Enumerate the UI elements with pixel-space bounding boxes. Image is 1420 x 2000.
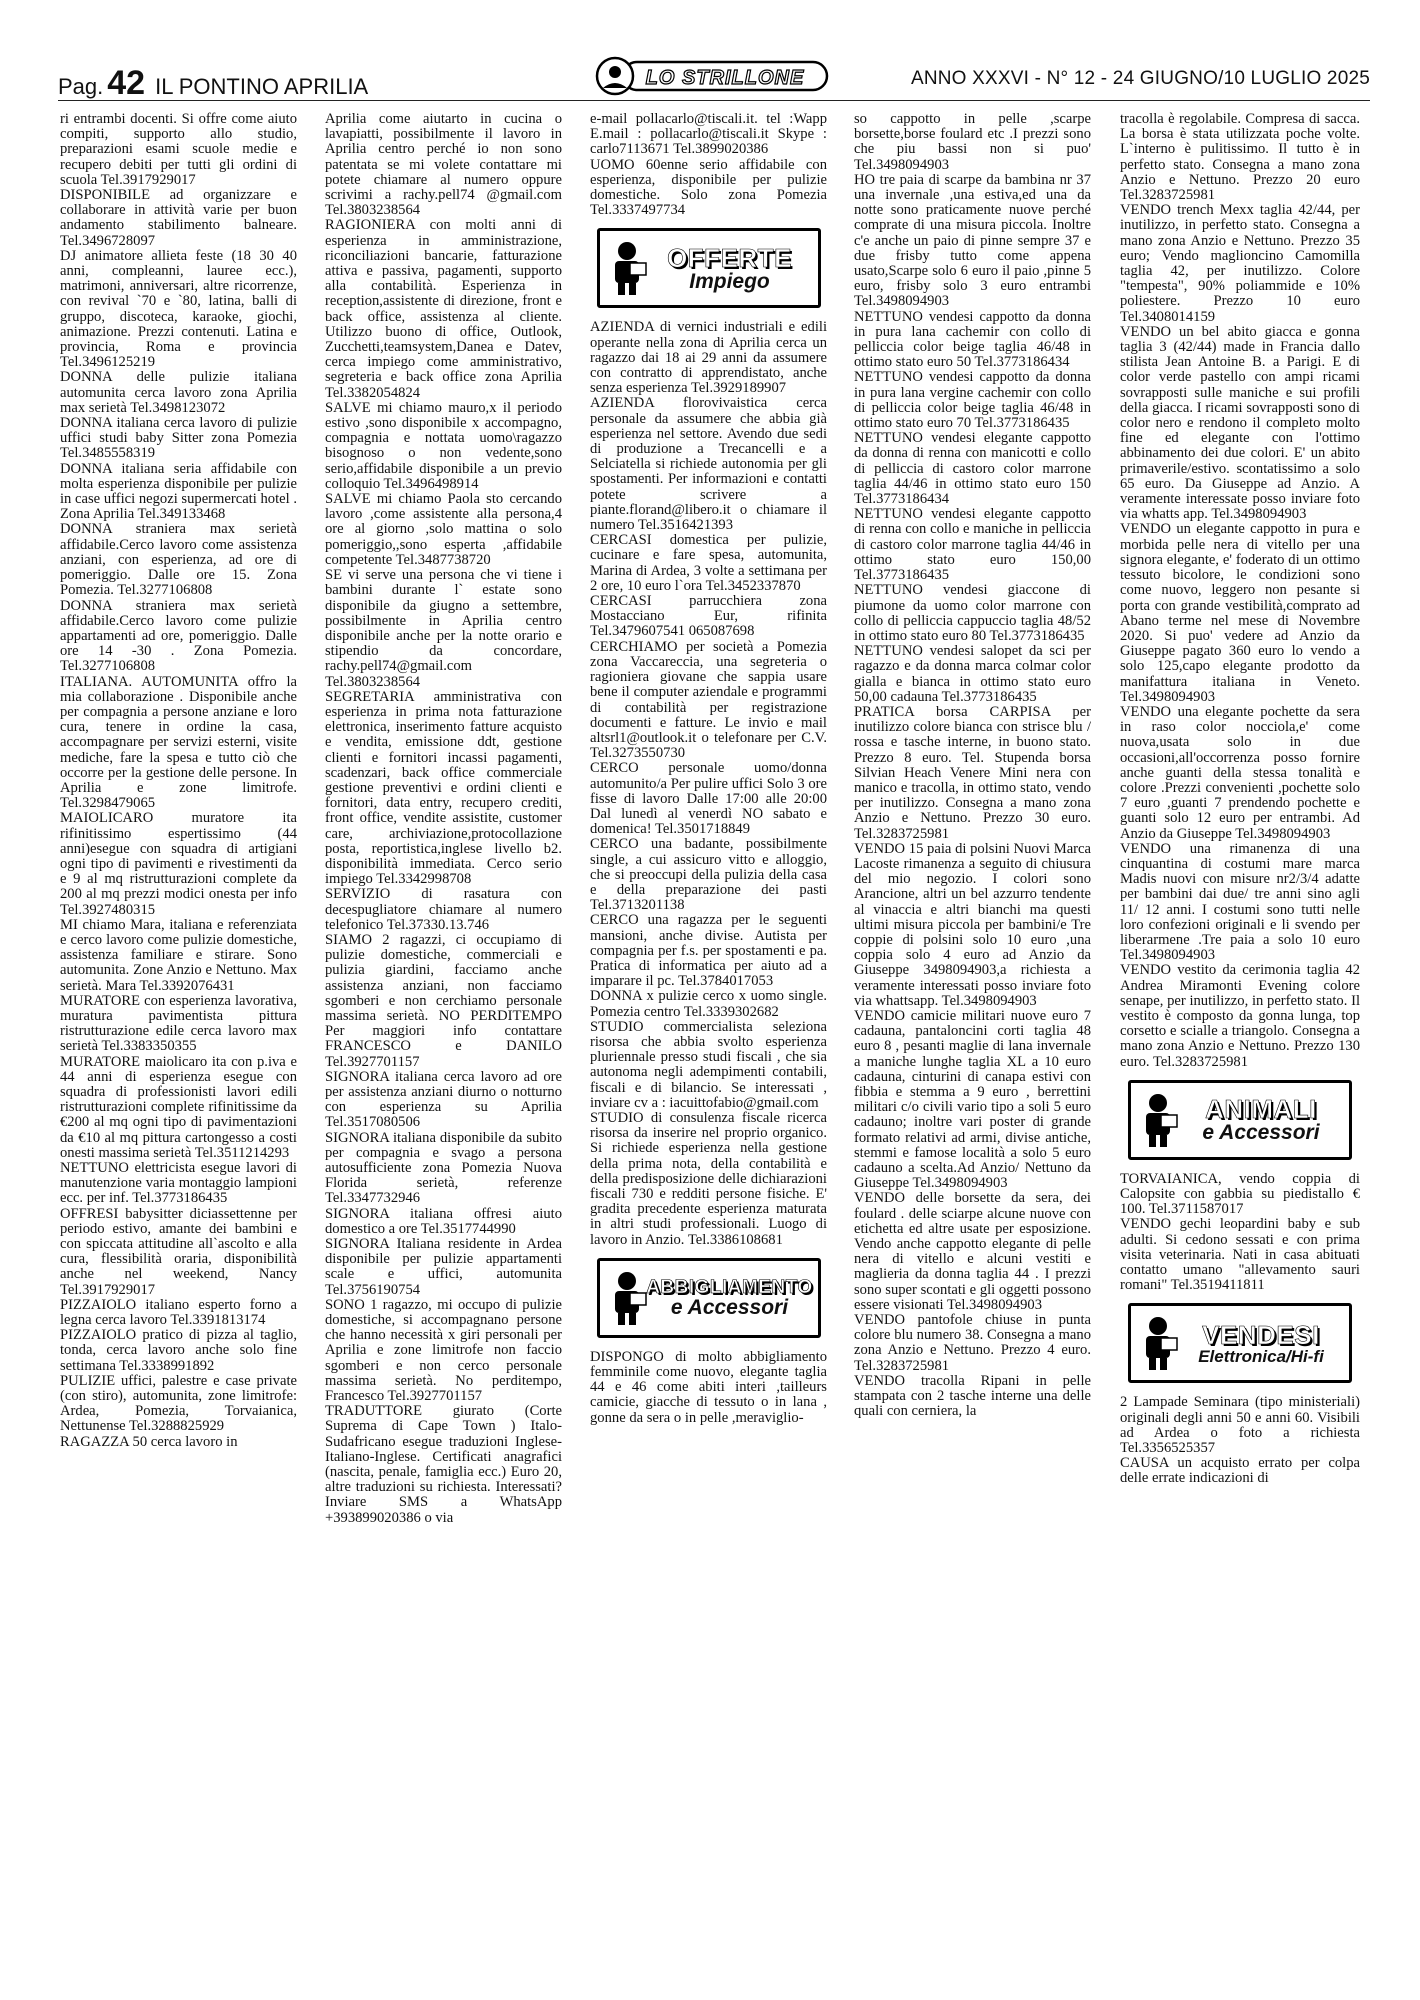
column-3-middle: [590, 320, 827, 1247]
classified-ad: AZIENDA di vernici industriali e edili operante nella zona di Aprilia cerca un ragazzo dai 18 ai 29 anni da assumere con contratto di apprendistato, anche senza esperienza Tel.3929189907: [590, 319, 827, 397]
column-5-top: [1120, 112, 1360, 1070]
classified-ad: VENDO una rimanenza di una cinquantina di costumi mare marca Madis nuovi con misure nr2/3/4 adatte per bambini dai due/ tre anni sino agli 11/ 12 anni. I costumi sono tutti nelle loro confezioni originali e li svendo per liberarmene .Tre paia a solo 10 euro Tel.3498094903: [1120, 840, 1360, 964]
classified-ad: DISPONGO di molto abbigliamento femminile come nuovo, elegante taglia 44 e 46 come abiti interi ,tailleurs camicie, giacche di tessuto o in lana , gonne da sera o in pelle ,meraviglio-: [590, 1348, 827, 1426]
classified-ad: TORVAIANICA, vendo coppia di Calopsite con gabbia su piedistallo € 100. Tel.3711587017: [1120, 1170, 1360, 1218]
page-prefix: Pag.: [58, 74, 104, 99]
classified-ad: Aprilia come aiutarto in cucina o lavapiatti, possibilmente il lavoro in Aprilia centro perché io non sono patentata se mi volete contattare mi potete chiamare al numero oppure scrivimi a rachy.pell74 @gmail.com Tel.3803238564: [325, 112, 562, 219]
banner-subtitle: e Accessori: [670, 1295, 789, 1319]
classified-ad: DISPONIBILE ad organizzare e collaborare in attività varie per buon andamento stabilimento balneare. Tel.3496728097: [60, 187, 297, 249]
classified-ad: SIGNORA italiana cerca lavoro ad ore per assistenza anziani diurno o notturno con esperienza su Aprilia Tel.3517080506: [325, 1068, 562, 1131]
classified-ad: RAGAZZA 50 cerca lavoro in: [60, 1433, 238, 1450]
column-4: [854, 112, 1091, 1982]
classified-ad: VENDO un bel abito giacca e gonna taglia 3 (42/44) made in Francia dallo stilista Jean Antoine B. a Parigi. E di color verde pastello con ampi ricami sovrapposti sulle maniche e sui profili della giacca. I ricami sovrapposti sono di color nero e rendono il completo molto fine ed elegante con l'ottimo abbinamento dei due colori. E' un abito primaverile/estivo. scontatissimo a solo 65 euro. Da Giuseppe ad Anzio. A veramente interessate posso inviare foto via whatts app. Tel.3498094903: [1120, 323, 1360, 523]
issue-info: ANNO XXXVI - N° 12 - 24 GIUGNO/10 LUGLIO 2025: [910, 68, 1370, 89]
classified-ad: SE vi serve una persona che vi tiene i bambini durante l` estate sono disponibile da giugno a settembre, possibilmente in Aprilia centro disponibile anche per la notte orario e stipendio da concordare, rachy.pell74@gmail.com Tel.3803238564: [325, 567, 562, 690]
classified-ad: SALVE mi chiamo mauro,x il periodo estivo ,sono disponibile x accompagno, compagnia e nottata uomo\ragazzo bisognoso o non vedente,sono serio,affidabile disponibile a un previo colloquio Tel.3496498914: [325, 399, 562, 492]
classified-ad: CAUSA un acquisto errato per colpa delle errate indicazioni di: [1120, 1455, 1360, 1487]
classified-ad: VENDO trench Mexx taglia 42/44, per inutilizzo, in perfetto stato. Consegna a mano zona Anzio e Nettuno. Prezzo 35 euro; Vendo maglioncino Camomilla taglia 42, per inutilizzo. Colore "tempesta", 90% poliammide e 10% poliestere. Prezzo 10 euro Tel.3408014159: [1120, 202, 1360, 325]
newsboy-icon: [1137, 1091, 1179, 1149]
classified-ad: SIGNORA italiana disponibile da subito per compagnia e svago a persona autosufficiente zona Pomezia Nuova Florida serietà, referenze Tel.3347732946: [325, 1129, 562, 1207]
classified-ad: MURATORE maiolicaro ita con p.iva e 44 anni di esperienza esegue con squadra di professionisti lavori edili ristrutturazioni complete rifinitissime da €200 al mq ogni tipo di pavimentazioni da €10 al mq pittura cartongesso a costi onesti massima serietà Tel.3511214293: [60, 1053, 297, 1161]
classified-ad: tracolla è regolabile. Compresa di sacca. La borsa è stata utilizzata poche volte. L`interno è pulitissimo. Il tutto è in perfetto stato. Consegna a mano zona Anzio e Nettuno. Prezzo 20 euro Tel.3283725981: [1120, 112, 1360, 204]
banner-subtitle: e Accessori: [1202, 1121, 1320, 1145]
lo-strillone-logo: [593, 54, 829, 98]
classified-ad: UOMO 60enne serio affidabile con esperienza, disponibile per pulizie domestiche. Solo zona Pomezia Tel.3337497734: [590, 156, 827, 219]
classified-ad: so cappotto in pelle ,scarpe borsette,borse foulard etc .I prezzi sono che piu bassi non si puo' Tel.3498094903: [854, 112, 1091, 173]
abbigliamento-banner: [597, 1258, 821, 1338]
classified-ad: DONNA x pulizie cerco x uomo single. Pomezia centro Tel.3339302682: [590, 988, 827, 1020]
classified-ad: TRADUTTORE giurato (Corte Suprema di Cape Town ) Italo-Sudafricano esegue traduzioni Inglese-Italiano-Inglese. Certificati anagrafici (nascita, penale, famiglia ecc.) Euro 20, altre traduzioni su richiesta. Interessati? Inviare SMS a WhatsApp +393899020386 o via: [325, 1403, 562, 1526]
column-1: [60, 112, 297, 1982]
classified-ad: DONNA italiana seria affidabile con molta esperienza disponibile per pulizie in case uffici negozi supermercati hotel . Zona Aprilia Tel.349133468: [60, 460, 297, 523]
classified-ad: SONO 1 ragazzo, mi occupo di pulizie domestiche, si accompagnano persone che hanno necessità x giri personali per Aprilia e zone limitrofe non faccio sgomberi e non cerco personale massima serietà. No perditempo, Francesco Tel.3927701157: [325, 1296, 562, 1405]
svg-text:LO STRILLONE: LO STRILLONE: [645, 67, 805, 89]
classified-ad: DJ animatore allieta feste (18 30 40 anni, compleanni, lauree ecc.), matrimoni, anniversari, altre ricorrenze, con revival `70 e `80, latina, balli di gruppo, discoteca, karaoke, giochi, animazione. Prezzi contenuti. Latina e provincia, Roma e provincia Tel.3496125219: [60, 247, 297, 371]
logo-graphic: [593, 54, 829, 98]
column-5-bottom: [1120, 1395, 1360, 1486]
page-header: [58, 60, 1370, 101]
classified-ad: OFFRESI babysitter diciassettenne per periodo estivo, amante dei bambini e con spiccata attitudine all`ascolto e alla cura, flessibilità oraria, disponibilità anche nel weekend, Nancy Tel.3917929017: [60, 1205, 297, 1298]
classified-ad: PRATICA borsa CARPISA per inutilizzo colore bianca con strisce blu / rossa e tasche interne, in buono stato. Prezzo 8 euro. Tel. Stupenda borsa Silvian Heach Venere Mini nera con manico e tracolla, in ottimo stato, vendo per inutilizzo. Consegna a mano zona Anzio e Nettuno. Prezzo 30 euro. Tel.3283725981: [854, 703, 1091, 842]
classified-ad: NETTUNO vendesi cappotto da donna in pura lana cachemir con collo di pelliccia color beige taglia 46/48 in ottimo stato euro 50 Tel.3773186434: [854, 308, 1091, 371]
column-5-middle: [1120, 1172, 1360, 1294]
column-3-top: [590, 112, 827, 218]
classified-ad: SEGRETARIA amministrativa con esperienza in prima nota fatturazione elettronica, inserimento fatture acquisto e vendita, emissione ddt, gestione clienti e fornitori incassi pagamenti, scadenzari, back office commerciale gestione preventivi e ordini clienti e fornitori, data entry, recupero crediti, front office, vendite assistite, customer care, archiviazione,protocollazione posta, reportistica,inglese livello b2. disponibilità immediata. Cerco serio impiego Tel.3342998708: [325, 688, 562, 888]
banner-title: ABBIGLIAMENTO: [646, 1276, 813, 1298]
newsboy-icon: [1137, 1314, 1179, 1372]
publication-name: IL PONTINO APRILIA: [155, 74, 369, 99]
classified-ad: DONNA delle pulizie italiana automunita cerca lavoro zona Aprilia max serietà Tel.3498123072: [60, 369, 297, 416]
classified-ad: NETTUNO vendesi salopet da sci per ragazzo e da donna marca colmar color gialla e bianca in ottimo stato euro 50,00 cadauna Tel.3773186435: [854, 643, 1091, 705]
classified-ad: VENDO pantofole chiuse in punta colore blu numero 38. Consegna a mano zona Anzio e Nettuno. Prezzo 4 euro. Tel.3283725981: [854, 1312, 1091, 1374]
page-number: 42: [107, 64, 146, 102]
classified-ad: SIAMO 2 ragazzi, ci occupiamo di pulizie domestiche, commerciali e pulizia giardini, facciamo anche assistenza anziani, non facciamo sgomberi e non cerchiamo personale massima serietà. NO PERDITEMPO Per maggiori info contattare FRANCESCO e DANILO Tel.3927701157: [325, 931, 562, 1070]
classified-ad: NETTUNO elettricista esegue lavori di manutenzione varia montaggio lampioni ecc. per inf. Tel.3773186435: [60, 1160, 297, 1207]
classified-ad: PULIZIE uffici, palestre e case private (con stiro), automunita, zone limitrofe: Ardea, Pomezia, Torvaianica, Nettunense Tel.3288825929: [60, 1372, 297, 1435]
classified-ad: VENDO camicie militari nuove euro 7 cadauna, pantaloncini corti taglia 48 euro 8 , pesanti maglie di lana invernale a maniche lunghe taglia XL a 10 euro cadauna, cinturini di canapa estivi con fibbia e stemma a 9 euro , berrettini militari c/o civili vario tipo a soli 5 euro cadauno; inoltre vari poster di grande formato relativi ad armi, divise antiche, stemmi e famose località a solo 5 euro cadauno a scelta.Ad Anzio/ Nettuno da Giuseppe Tel.3498094903: [854, 1007, 1091, 1192]
column-2: [325, 112, 562, 1982]
vendesi-banner: [1128, 1303, 1352, 1383]
classified-ad: VENDO tracolla Ripani in pelle stampata con 2 tasche interne una delle quali con cerniera, la: [854, 1372, 1091, 1420]
classified-ad: DONNA straniera max serietà affidabile.Cerco lavoro come pulizie appartamenti ad ore, pomeriggio. Dalle ore 14 -30 . Zona Pomezia. Tel.3277106808: [60, 597, 297, 675]
classified-ad: STUDIO commercialista seleziona risorsa che abbia svolto esperienza pluriennale presso studi fiscali , che sia autonoma negli adempimenti contabili, fiscali e di bilancio. Se interessati , inviare cv a : iacuittofabio@gmail.com: [590, 1018, 827, 1111]
banner-title: OFFERTE: [667, 242, 792, 273]
classified-ad: VENDO gechi leopardini baby e sub adulti. Si cedono sessati e con prima visita veterinaria. Nati in casa abituati contatto umano "allevamento sauri romani" Tel.3519411811: [1120, 1216, 1360, 1294]
classified-ad: MURATORE con esperienza lavorativa, muratura pavimentista pittura ristrutturazione edile cerca lavoro max serietà Tel.3383350355: [60, 992, 297, 1055]
column-3-bottom: [590, 1350, 827, 1426]
classified-ad: SALVE mi chiamo Paola sto cercando lavoro ,come assistente alla persona,4 ore al giorno ,solo mattina o solo pomeriggio,,sono esperta ,affidabile competente Tel.3487738720: [325, 491, 562, 568]
classified-ad: CERCASI parrucchiera zona Mostacciano Eur, rifinita Tel.3479607541 065087698: [590, 593, 827, 640]
classified-ad: VENDO delle borsette da sera, dei foulard . delle sciarpe alcune nuove con etichetta ed altre usate per esposizione. Vendo anche cappotto elegante di pelle nera di vitello e alcuni vestiti e maglieria da donna taglia 44 . I prezzi sono super scontati e gli oggetti possono essere visionati Tel.3498094903: [854, 1190, 1091, 1313]
classified-ad: NETTUNO vendesi giaccone di piumone da uomo color marrone con collo di pelliccia cappuccio taglia 48/52 in ottimo stato euro 80 Tel.3773186435: [854, 582, 1091, 644]
classified-ad: SIGNORA italiana offresi aiuto domestico a ore Tel.3517744990: [325, 1205, 562, 1237]
classified-ad: DONNA straniera max serietà affidabile.Cerco lavoro come assistenza anziani, con esperienza, ad ore di pomeriggio. Dalle ore 15. Zona Pomezia. Tel.3277106808: [60, 521, 297, 599]
newsboy-icon: [606, 239, 648, 297]
classified-ad: VENDO vestito da cerimonia taglia 42 Andrea Miramonti Evening colore senape, per inutilizzo, in perfetto stato. Il vestito è composto da gonna lunga, top corsetto e scialle a triangolo. Consegna a mano zona Anzio e Nettuno. Prezzo 130 euro. Tel.3283725981: [1120, 962, 1360, 1070]
classified-ad: DONNA italiana cerca lavoro di pulizie uffici studi baby Sitter zona Pomezia Tel.3485558319: [60, 415, 297, 462]
classified-ad: VENDO una elegante pochette da sera in raso color nocciola,e' come nuova,usata solo in due occasioni,all'occorrenza posso fornire anche guanti della stessa tonalità e colore .Prezzi convenienti ,pochette solo 7 euro ,guanti 7 prendendo pochette e guanti solo 12 euro per entrambi. Ad Anzio da Giuseppe Tel.3498094903: [1120, 703, 1360, 842]
classified-ad: PIZZAIOLO italiano esperto forno a legna cerca lavoro Tel.3391813174: [60, 1296, 297, 1329]
classified-ad: CERCO una badante, possibilmente single, a cui assicuro vitto e alloggio, che si preoccupi della pulizia della casa e della preparazione dei pasti Tel.3713201138: [590, 836, 827, 914]
banner-title: VENDESI: [1202, 1319, 1320, 1350]
classified-ad: e-mail pollacarlo@tiscali.it. tel :Wapp E.mail : pollacarlo@tiscali.it Skype : carlo7113671 Tel.3899020386: [590, 112, 827, 158]
classified-ad: CERCASI domestica per pulizie, cucinare e fare spesa, automunita, Marina di Ardea, 3 volte a settimana per 2 ore, 10 euro l`ora Tel.3452337870: [590, 532, 827, 594]
animali-banner: [1128, 1080, 1352, 1160]
offerte-impiego-banner: [597, 228, 821, 308]
classified-ad: ITALIANA. AUTOMUNITA offro la mia collaborazione . Disponibile anche per compagnia a persone anziane e loro cura, tenere in ordine la casa, accompagnare per servizi esterni, visite mediche, fare la spesa e tutto ciò che occorre per la gestione delle persone. In Aprilia e zone limitrofe. Tel.3298479065: [60, 673, 297, 812]
classified-ad: VENDO 15 paia di polsini Nuovi Marca Lacoste rimanenza a seguito di chiusura del mio negozio. I colori sono Arancione, altri un bel azzurro tendente al vinaccia e altri bianchi ma questi ultimi misura piccola per bambini/e Tre coppie di polsini solo 10 euro ,una coppia solo 4 euro ad Anzio da Giuseppe 3498094903,a richiesta a veramente interessati posso inviare foto via whattsapp. Tel.3498094903: [854, 840, 1091, 1009]
classified-ad: MI chiamo Mara, italiana e referenziata e cerco lavoro come pulizie domestiche, assistenza familiare e stirare. Sono automunita. Zone Anzio e Nettuno. Max serietà. Mara Tel.3392076431: [60, 916, 297, 994]
classified-ad: STUDIO di consulenza fiscale ricerca risorsa da inserire nel proprio organico. Si richiede esperienza nella gestione della prima nota, della contabilità e della predisposizione delle dichiarazioni fiscali 730 e redditi persone fisiche. E' gradita precedente esperienza maturata in altri studi professionali. Luogo di lavoro in Anzio. Tel.3386108681: [590, 1109, 827, 1248]
classified-ad: HO tre paia di scarpe da bambina nr 37 una invernale ,una estiva,ed una da notte sono praticamente nuove perché comprate di una misura piccola. Inoltre c'e anche un paio di pinne sempre 37 e due frisby tutto come appena usato,Scarpe solo 6 euro il paio ,pinne 5 euro, frisby solo 3 euro entrambi Tel.3498094903: [854, 171, 1091, 310]
classified-ad: NETTUNO vendesi cappotto da donna in pura lana vergine cachemir con collo di pelliccia color beige taglia 46/48 in ottimo stato euro 70 Tel.3773186435: [854, 369, 1091, 432]
banner-title: ANIMALI: [1205, 1094, 1317, 1125]
banner-subtitle: Impiego: [689, 269, 770, 293]
classified-ad: SERVIZIO di rasatura con decespugliatore chiamare al numero telefonico Tel.37330.13.746: [325, 886, 562, 933]
column-5: [1120, 112, 1360, 1982]
classified-ad: VENDO un elegante cappotto in pura e morbida pelle nera di vitello per una signora elegante, e' foderato di un ottimo tessuto bicolore, le condizioni sono come nuovo, leggero non pesante si porta con grande vestibilità,comprato ad Abano terme nel mese di Novembre 2020. Si puo' vedere ad Anzio da Giuseppe pagato 360 euro lo vendo a solo 125,capo elegante prodotto da manifattura italiana in Veneto. Tel.3498094903: [1120, 521, 1360, 705]
classified-ad: CERCHIAMO per società a Pomezia zona Vaccareccia, una segreteria o ragioniera giovane che sappia usare bene il computer aziendale e programmi di contabilità per registrazione documenti e fatture. Le invio e mail altsrl1@outlook.it o telefonare per C.V. Tel.3273550730: [590, 638, 827, 762]
classified-ad: ri entrambi docenti. Si offre come aiuto compiti, supporto allo studio, preparazioni esami scuole medie e recupero debiti per tutti gli ordini di scuola Tel.3917929017: [60, 112, 297, 188]
classified-ad: NETTUNO vendesi elegante cappotto da donna di renna con manicotti e collo di pelliccia di castoro color marrone taglia 44/46 in ottimo stato euro 150 Tel.3773186434: [854, 430, 1091, 508]
classified-ad: PIZZAIOLO pratico di pizza al taglio, tonda, cerca lavoro anche solo fine settimana Tel.3338991892: [60, 1327, 297, 1374]
classified-ad: 2 Lampade Seminara (tipo ministeriali) originali degli anni 50 e anni 60. Visibili ad Ardea o foto a richiesta Tel.3356525357: [1120, 1394, 1360, 1457]
banner-subtitle: Elettronica/Hi-fi: [1198, 1346, 1324, 1366]
column-3: [590, 112, 827, 1982]
classified-ad: RAGIONIERA con molti anni di esperienza in amministrazione, riconciliazioni bancarie, fatturazione attiva e passiva, pagamenti, supporto alla contabilità. Esperienza in reception,assistente di direzione, front e back office, assistenza al cliente. Utilizzo buono di office, Outlook, Zucchetti,teamsystem,Danea e Datev, cerca impiego come amministrativo, segreteria e back office zona Aprilia Tel.3382054824: [325, 217, 562, 401]
newsboy-icon: [606, 1269, 648, 1327]
classified-ad: SIGNORA Italiana residente in Ardea disponibile per pulizie appartamenti scale e uffici, automunita Tel.3756190754: [325, 1236, 562, 1298]
classified-ad: CERCO una ragazza per le seguenti mansioni, anche divise. Autista per compagnia per f.s. per spostamenti e pa. Pratica di informatica per aiuto ad a imparare il pc. Tel.3784017053: [590, 912, 827, 990]
classified-ad: CERCO personale uomo/donna automunito/a Per pulire uffici Solo 3 ore fisse di lavoro Dalle 17:00 alle 20:00 Dal lunedì al venerdì NO sabato e domenica! Tel.3501718849: [590, 760, 827, 838]
page-label: [58, 64, 368, 103]
classified-ad: AZIENDA florovivaistica cerca personale da assumere che abbia già esperienza nel settore. Avendo due sedi di produzione a Trecancelli e a Selciatella si richiede autonomia per gli spostamenti. Per informazioni e contatti potete scrivere a piante.florand@libero.it o chiamare il numero Tel.3516421393: [590, 395, 827, 534]
classified-ad: NETTUNO vendesi elegante cappotto di renna con collo e maniche in pelliccia di castoro color marrone taglia 44/46 in ottimo stato euro 150,00 Tel.3773186435: [854, 506, 1091, 584]
classified-ad: MAIOLICARO muratore ita rifinitissimo espertissimo (44 anni)esegue con squadra di artigiani ogni tipo di pavimenti e rivestimenti da e 9 al mq ristrutturazioni complete da 200 al mq prezzi modici onesta per info Tel.3927480315: [60, 810, 297, 918]
